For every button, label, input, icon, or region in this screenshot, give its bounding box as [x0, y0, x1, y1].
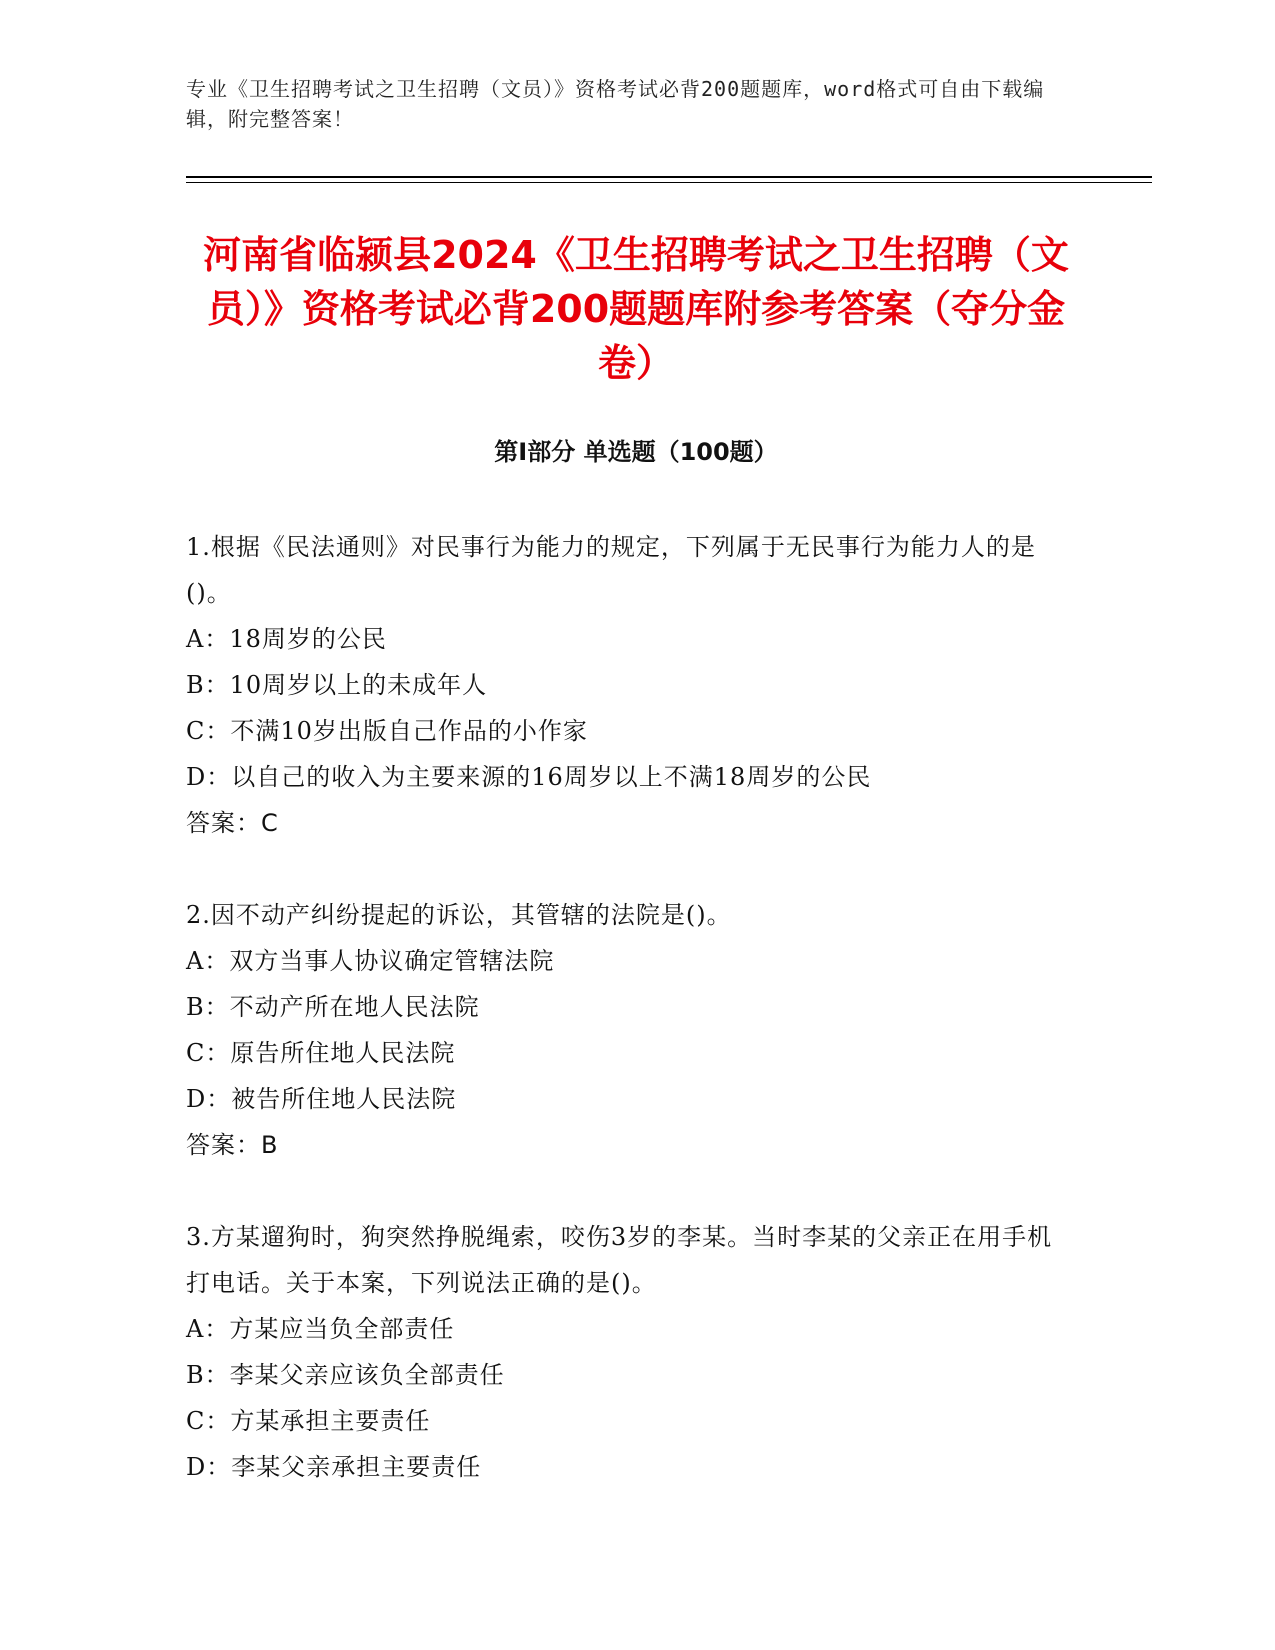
option-b: B：不动产所在地人民法院 — [186, 993, 480, 1021]
option-d: D：李某父亲承担主要责任 — [186, 1453, 482, 1481]
document-title: 河南省临颍县2024《卫生招聘考试之卫生招聘（文员）》资格考试必背200题题库附参考答案（夺分金卷） — [203, 233, 1069, 385]
question-list — [186, 524, 1066, 1536]
option-c: C：原告所住地人民法院 — [186, 1039, 456, 1067]
question-1 — [186, 524, 1066, 846]
question-2 — [186, 892, 1066, 1168]
option-a: A：18周岁的公民 — [186, 625, 387, 653]
option-b: B：李某父亲应该负全部责任 — [186, 1361, 505, 1389]
section-heading: 第Ⅰ部分 单选题（100题） — [494, 438, 778, 466]
option-d: D：以自己的收入为主要来源的16周岁以上不满18周岁的公民 — [186, 763, 872, 791]
option-d: D：被告所住地人民法院 — [186, 1085, 457, 1113]
question-3 — [186, 1214, 1066, 1490]
option-a: A：双方当事人协议确定管辖法院 — [186, 947, 555, 975]
question-stem: 3.方某遛狗时，狗突然挣脱绳索，咬伤3岁的李某。当时李某的父亲正在用手机打电话。关于本案，下列说法正确的是()。 — [186, 1223, 1053, 1297]
question-stem: 1.根据《民法通则》对民事行为能力的规定，下列属于无民事行为能力人的是()。 — [186, 533, 1036, 607]
header-divider-thick — [186, 176, 1152, 178]
option-b: B：10周岁以上的未成年人 — [186, 671, 488, 699]
answer: 答案：B — [186, 1131, 279, 1159]
option-c: C：不满10岁出版自己作品的小作家 — [186, 717, 588, 745]
answer: 答案：C — [186, 809, 279, 837]
header-divider-thin — [186, 182, 1152, 183]
option-c: C：方某承担主要责任 — [186, 1407, 431, 1435]
question-stem: 2.因不动产纠纷提起的诉讼，其管辖的法院是()。 — [186, 901, 732, 929]
header-note: 专业《卫生招聘考试之卫生招聘（文员）》资格考试必背200题题库，word格式可自由下载编辑，附完整答案！ — [186, 77, 1045, 131]
option-a: A：方某应当负全部责任 — [186, 1315, 455, 1343]
